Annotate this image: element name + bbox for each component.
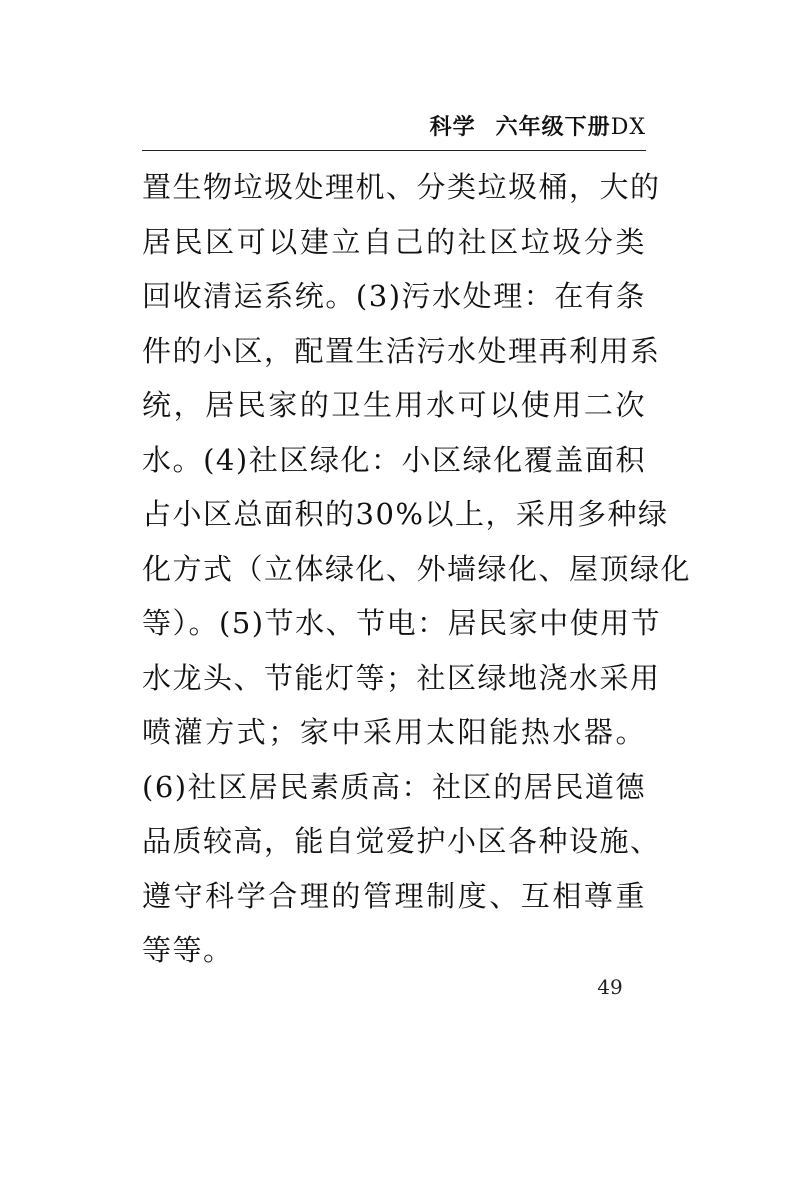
- body-text: [142, 160, 692, 978]
- header-rule: [142, 150, 646, 151]
- running-header: [140, 110, 646, 146]
- text-line: 遵守科学合理的管理制度、互相尊重: [142, 878, 646, 913]
- text-line: 喷灌方式；家中采用太阳能热水器。: [142, 715, 646, 749]
- text-line: 置生物垃圾处理机、分类垃圾桶，大的: [142, 170, 661, 204]
- text-line: 占小区总面积的30%以上，采用多种绿: [142, 497, 669, 531]
- text-line: 居民区可以建立自己的社区垃圾分类: [142, 224, 646, 259]
- page-number: 49: [597, 975, 623, 999]
- text-line: 品质较高，能自觉爱护小区各种设施、: [142, 824, 661, 858]
- text-line: 水。(4)社区绿化：小区绿化覆盖面积: [142, 442, 646, 477]
- text-line: 统，居民家的卫生用水可以使用二次: [142, 388, 646, 422]
- header-code: DX: [610, 115, 646, 140]
- text-line: (6)社区居民素质高：社区的居民道德: [142, 769, 646, 804]
- text-line: 回收清运系统。(3)污水处理：在有条: [142, 279, 646, 313]
- text-line: 等等。: [142, 933, 234, 967]
- text-line: 水龙头、节能灯等；社区绿地浇水采用: [142, 660, 661, 695]
- header-grade-volume: 六年级下册: [495, 115, 611, 140]
- text-line: 件的小区，配置生活污水处理再利用系: [142, 333, 661, 368]
- header-subject: 科学: [429, 115, 476, 140]
- text-line: 化方式（立体绿化、外墙绿化、屋顶绿化: [142, 551, 692, 586]
- text-line: 等）。(5)节水、节电：居民家中使用节: [142, 606, 662, 640]
